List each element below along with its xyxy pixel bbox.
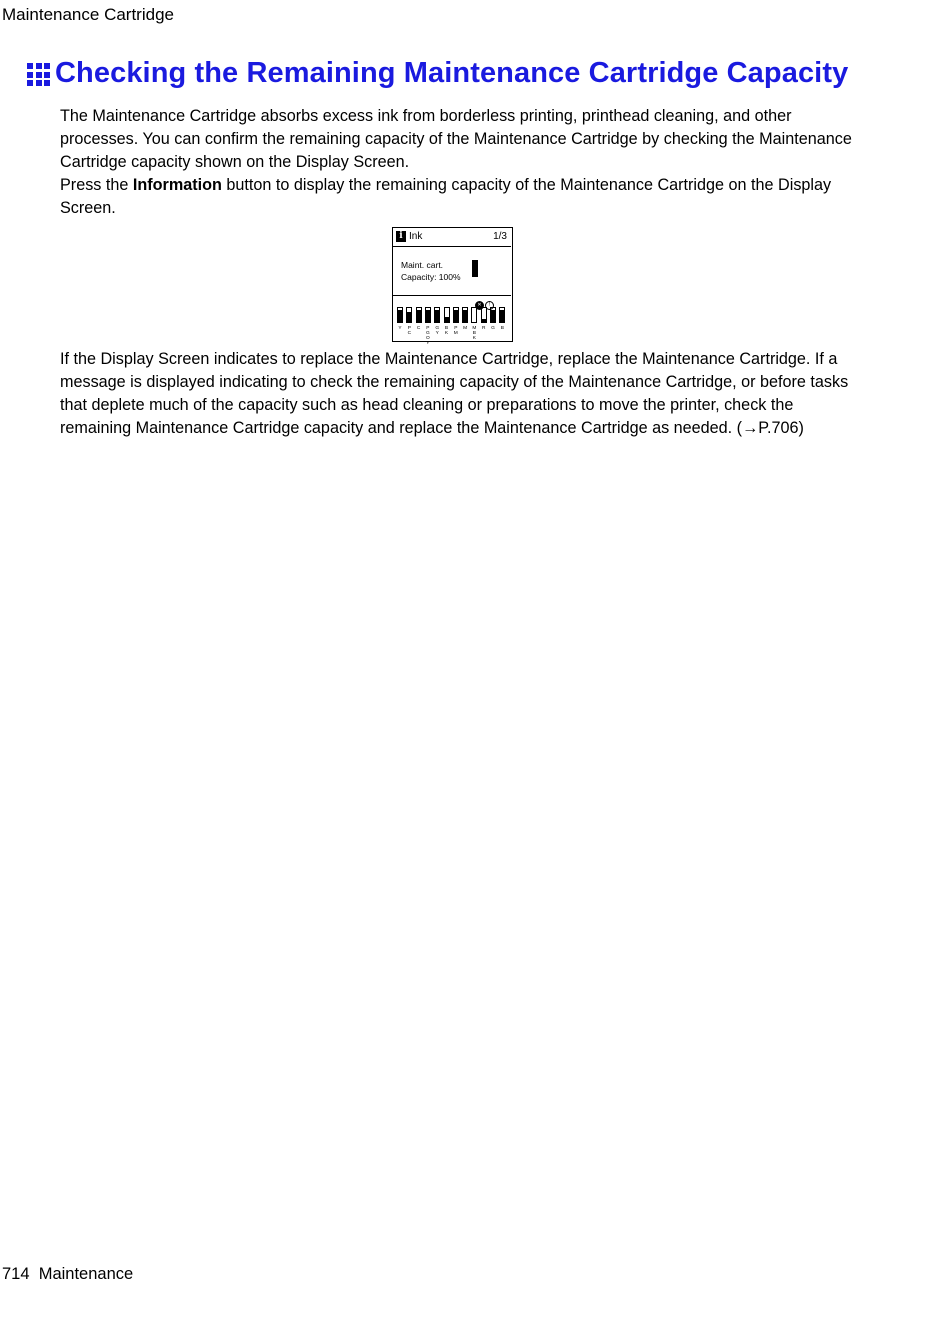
maint-cart-label: Maint. cart.: [401, 260, 444, 270]
information-button-label: Information: [132, 176, 222, 194]
ink-label: P M: [453, 326, 458, 336]
display-header: [393, 228, 511, 247]
capacity-label: Capacity: 100%: [401, 272, 461, 282]
section-title-text: Checking the Remaining Maintenance Cartridge Capacity: [55, 57, 849, 89]
information-icon: i: [396, 231, 406, 242]
display-screen-illustration: [392, 227, 513, 346]
ink-label: C: [416, 326, 421, 331]
running-header: Maintenance Cartridge: [2, 5, 174, 24]
display-title: Ink: [409, 231, 423, 242]
ink-label: M: [463, 326, 468, 331]
ink-label: M B K: [472, 326, 477, 341]
replace-paragraph: [60, 348, 860, 440]
error-icon: ✕: [475, 301, 484, 310]
ink-bar: [397, 307, 403, 323]
instruction-text: Press the Information button to display the remaining capacity of the Maintenance Cartridge on the Display Screen.: [60, 176, 832, 217]
intro-text: The Maintenance Cartridge absorbs excess ink from borderless printing, printhead cleaning, and other processes. You can confirm the remaining capacity of the Maintenance Cartridge by checking the Maintenance Cartridge capacity shown on the Display Screen.: [60, 107, 852, 171]
ink-label: B: [500, 326, 504, 331]
ink-label: R: [481, 326, 486, 331]
ink-label: G: [491, 326, 495, 331]
ink-bar: [425, 307, 431, 323]
display-page: 1/3: [493, 231, 507, 242]
replace-text: If the Display Screen indicates to replace the Maintenance Cartridge, replace the Maintenance Cartridge. If a message is displayed indicating to check the remaining capacity of the Maintenance Cartridge, or before tasks that deplete much of the capacity such as head cleaning or preparations to move the printer, check the remaining Maintenance Cartridge capacity and replace the Maintenance Cartridge as needed. (→P.706): [60, 350, 849, 437]
footer-section: Maintenance: [38, 1265, 134, 1283]
intro-paragraph: [60, 105, 860, 220]
ink-bar: [462, 307, 468, 323]
ink-bar: [471, 307, 477, 323]
page-number: 714: [2, 1265, 30, 1283]
ink-label: P G O Y: [426, 326, 430, 346]
ink-bar: [434, 307, 440, 323]
ink-bar: [453, 307, 459, 323]
ink-bar: [499, 307, 505, 323]
ink-bar: [416, 307, 422, 323]
warning-icon: !: [485, 301, 494, 310]
ink-label: G Y: [435, 326, 440, 336]
ink-bar: [444, 307, 450, 323]
ink-bar: [481, 307, 487, 323]
section-title: [27, 57, 848, 90]
ink-bar: [406, 307, 412, 323]
ink-bar: [490, 307, 496, 323]
grid-icon: [27, 63, 50, 86]
maintenance-capacity-gauge: [472, 260, 478, 277]
ink-label: Y: [398, 326, 402, 331]
maintenance-cartridge-info: [393, 248, 511, 296]
ink-levels: [393, 297, 511, 346]
running-footer: [2, 1265, 133, 1284]
ink-label: B K: [444, 326, 449, 336]
ink-label: P C: [407, 326, 412, 336]
